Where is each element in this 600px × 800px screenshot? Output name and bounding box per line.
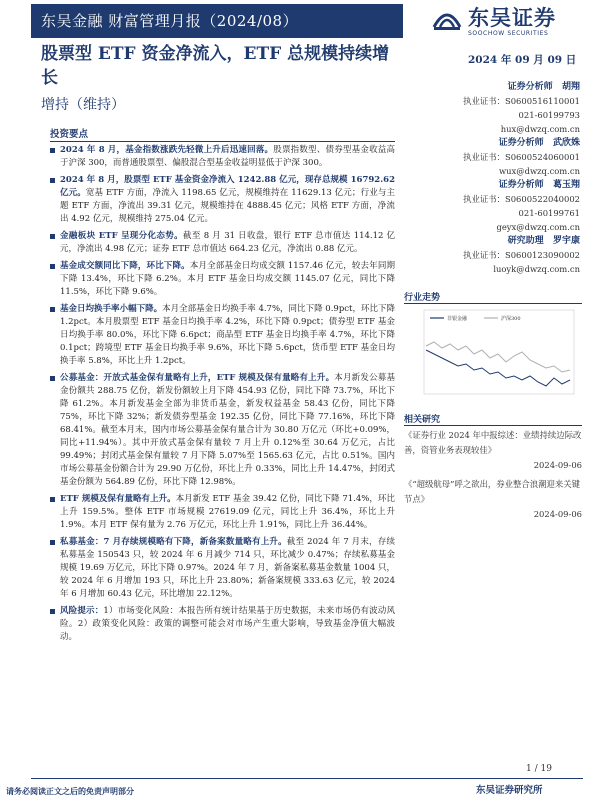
- trend-line-a: [426, 350, 570, 386]
- analyst-email: luoyk@dwzq.com.cn: [493, 264, 580, 274]
- logo-chinese-name: 东吴证券: [468, 6, 556, 30]
- related-section-title: 相关研究: [404, 415, 441, 425]
- analyst-cert: 执业证书：S0600524060001: [463, 152, 580, 162]
- trend-divider: [404, 303, 582, 304]
- investment-point: 私募基金：7 月存续规模略有下降，新备案数量略有上升。截至 2024 年 7 月末，存续私募基金 150543 只，较 2024 年 6 月减少 714 只，环比减少 0.47%；存续私募基金规模 19.69 万亿元，环比下降 0.97%。2024 年 7 月，新备案私募基金数量 1004 只，较 2024 年 6 月增加 193 只，环比上升 23.80%；新备案规模 333.63 亿元，较 2024 年 6 月增加 60.43 亿元，环比增加 22.12%。: [50, 536, 395, 601]
- analyst-cert: 执业证书：S0600123090002: [463, 250, 580, 260]
- page-number: 1 / 19: [526, 764, 552, 774]
- investment-point: 风险提示：1）市场变化风险：本报告所有统计结果基于历史数据，未来市场仍有波动风险。2）政策变化风险：政策的调整可能会对市场产生重大影响，导致基金净值大幅波动。: [50, 605, 395, 644]
- investment-point: 金融板块 ETF 呈现分化态势。截至 8 月 31 日收盘，银行 ETF 总市值达 114.12 亿元，净流出 4.98 亿元；证券 ETF 总市值达 664.23 亿元，净流出 0.88 亿元。: [50, 230, 395, 256]
- analyst-name: 证券分析师 葛玉翔: [498, 180, 580, 190]
- rating: 增持（维持）: [41, 97, 125, 113]
- analyst-cert: 执业证书：S0600516110001: [463, 96, 580, 106]
- logo-mark-icon: [432, 5, 462, 31]
- analyst-name: 研究助理 罗宇康: [507, 236, 580, 246]
- related-item[interactable]: [404, 477, 582, 522]
- analyst-email: hux@dwzq.com.cn: [500, 124, 580, 134]
- related-item-text: 《证券行业 2024 年中报综述：业绩持续边际改善，资管业务表现较佳》: [404, 430, 582, 455]
- related-item[interactable]: [404, 428, 582, 473]
- related-divider: [404, 425, 582, 426]
- analyst-phone: 021-60199761: [518, 208, 580, 218]
- investment-point: 2024 年 8 月，股票型 ETF 基金资金净流入 1242.88 亿元，现存总规模 16792.62 亿元。宽基 ETF 方面，净流入 1198.65 亿元，规模维持在 11629.13 亿元；行业与主题 ETF 方面，净流出 39.31 亿元，规模维持在 4888.45 亿元；风格 ETF 方面，净流出 4.92 亿元，规模维持 275.04 亿元。: [50, 174, 395, 226]
- header-band-text: 东吴金融 财富管理月报（2024/08）: [41, 12, 299, 30]
- investment-points: [50, 144, 395, 648]
- analyst-phone: 021-60199793: [518, 110, 580, 120]
- legend-label-a: 非银金融: [447, 316, 468, 322]
- company-logo: [432, 2, 582, 40]
- analyst-block: [420, 136, 580, 178]
- analyst-email: geyx@dwzq.com.cn: [496, 222, 580, 232]
- report-date: 2024 年 09 月 09 日: [468, 54, 577, 66]
- investment-highlights-divider: [50, 141, 395, 142]
- analyst-name: 证券分析师 武欣姝: [498, 138, 580, 148]
- analyst-cert: 执业证书：S0600522040002: [463, 194, 580, 204]
- trend-line-b: [426, 342, 570, 372]
- analyst-list: [420, 80, 580, 276]
- trend-section-title: 行业走势: [404, 293, 441, 303]
- analyst-block: [420, 178, 580, 234]
- related-research-list: [404, 428, 582, 522]
- footer-divider: [31, 778, 583, 779]
- report-header-band: [31, 4, 403, 38]
- disclaimer-note[interactable]: 请务必阅读正文之后的免责声明部分: [6, 786, 134, 796]
- analyst-block: [420, 234, 580, 276]
- footer-institute: 东吴证券研究所: [476, 785, 543, 796]
- industry-trend-chart: [404, 306, 582, 406]
- investment-point: 公募基金：开放式基金保有量略有上升，ETF 规模及保有量略有上升。本月新发公募基金份额共 288.75 亿份，新发份额较上月下降 454.93 亿份，同比下降 73.7%，环比下降 61.2%。本月新发基金全部为非货币基金，新发权益基金 58.43 亿份，同比下降 75%，环比下降 32%；新发债券型基金 192.35 亿份，同比下降 77.16%，环比下降 68.41%。截至本月末，国内市场公募基金保有量合计为 30.80 万亿元（环比+0.09%，同比+11.94%）。其中开放式基金保有量较 7 月上升 0.12%至 30.64 万亿元，占比 99.49%；封闭式基金保有量较 7 月下降 5.07%至 1565.63 亿元，占比 0.51%。国内市场公募基金份额合计为 29.90 万亿份，环比上升 0.33%，同比上升 14.47%，封闭式基金份额为 564.89 亿份，环比下降 12.98%。: [50, 372, 395, 489]
- investment-point: 2024 年 8 月，基金指数涨跌先轻微上升后迅速回落。股票指数型、债券型基金收益高于沪深 300，而普通股票型、偏股混合型基金收益明显低于沪深 300。: [50, 144, 395, 170]
- analyst-email: wux@dwzq.com.cn: [498, 166, 580, 176]
- related-item-date: 2024-09-06: [533, 460, 582, 470]
- analyst-block: [420, 80, 580, 136]
- investment-point: 基金成交额同比下降，环比下降。本月全部基金日均成交额 1157.46 亿元，较去年同期下降 13.4%，环比下降 6.2%。本月 ETF 基金日均成交额 1145.07 亿元，同比下降 11.5%，环比下降 9.6%。: [50, 260, 395, 299]
- investment-point: ETF 规模及保有量略有上升。本月新发 ETF 基金 39.42 亿份，同比下降 71.4%，环比上升 159.5%。整体 ETF 市场规模 27619.09 亿元，同比上升 36.4%，环比上升 1.9%。本月 ETF 保有量为 2.76 万亿元，环比上升 1.91%，同比上升 36.44%。: [50, 493, 395, 532]
- legend-label-b: 沪深300: [501, 316, 521, 322]
- report-title: 股票型 ETF 资金净流入，ETF 总规模持续增长: [41, 44, 390, 88]
- analyst-name: 证券分析师 胡翔: [507, 82, 580, 92]
- logo-english-name: SOOCHOW SECURITIES: [468, 30, 549, 37]
- related-item-text: 《“超级航母”呼之欲出，券业整合浪潮迎来关键节点》: [404, 479, 581, 504]
- investment-point: 基金日均换手率小幅下降。本月全部基金日均换手率 4.7%，同比下降 0.9pct，环比下降 1.2pct。本月股票型 ETF 基金日均换手率 4.2%，环比下降 0.9pct；债券型 ETF 基金日均换手率 80.0%，环比下降 6.6pct；商品型 ETF 基金日均换手率 4.7%，环比下降 0.1pct；跨境型 ETF 基金日均换手率 9.6%，环比下降 5.6pct，货币型 ETF 基金日均换手率 5.8%，环比上升 1.2pct。: [50, 303, 395, 368]
- related-item-date: 2024-09-06: [533, 509, 582, 519]
- investment-highlights-title: 投资要点: [50, 129, 89, 140]
